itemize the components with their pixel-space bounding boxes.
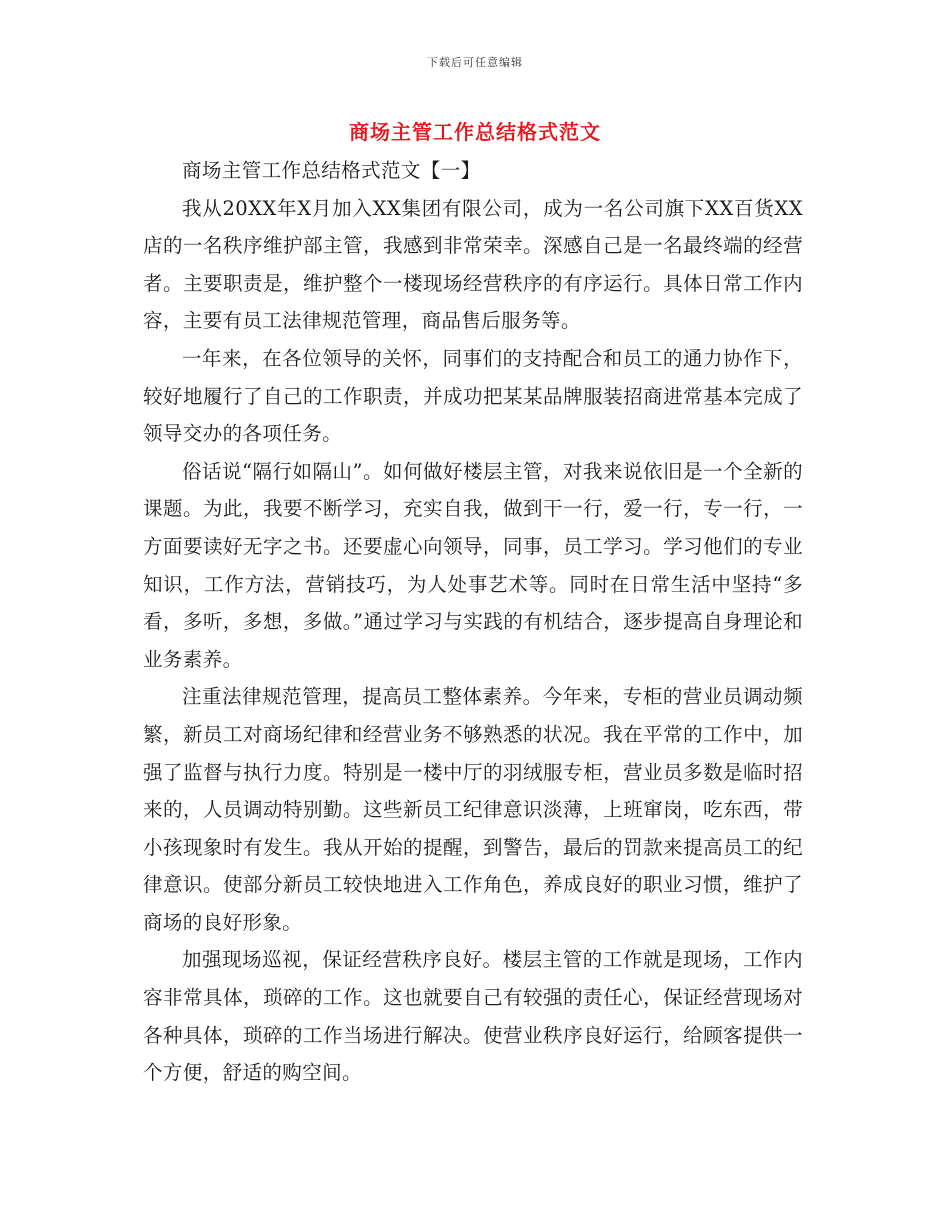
- document-title: 商场主管工作总结格式范文: [349, 120, 601, 144]
- paragraph: 我从20XX年X月加入XX集团有限公司，成为一名公司旗下XX百货XX店的一名秩序维护部主管，我感到非常荣幸。深感自己是一名最终端的经营者。主要职责是，维护整个一楼现场经营秩序的有序运行。具体日常工作内容，主要有员工法律规范管理，商品售后服务等。: [143, 196, 803, 333]
- paragraph: 一年来，在各位领导的关怀，同事们的支持配合和员工的通力协作下，较好地履行了自己的工作职责，并成功把某某品牌服装招商进常基本完成了领导交办的各项任务。: [143, 346, 803, 446]
- paragraph: 加强现场巡视，保证经营秩序良好。楼层主管的工作就是现场，工作内容非常具体，琐碎的工作。这也就要自己有较强的责任心，保证经营现场对各种具体，琐碎的工作当场进行解决。使营业秩序良好运行，给顾客提供一个方便，舒适的购空间。: [143, 948, 803, 1085]
- document-body: [143, 152, 803, 1092]
- header-note: 下载后可任意编辑: [427, 56, 523, 69]
- paragraph: 俗话说“隔行如隔山”。如何做好楼层主管，对我来说依旧是一个全新的课题。为此，我要不断学习，充实自我，做到干一行，爱一行，专一行，一方面要读好无字之书。还要虚心向领导，同事，员工学习。学习他们的专业知识，工作方法，营销技巧，为人处事艺术等。同时在日常生活中坚持“多看，多听，多想，多做。”通过学习与实践的有机结合，逐步提高自身理论和业务素养。: [143, 459, 803, 671]
- section-heading: 商场主管工作总结格式范文【一】: [182, 159, 481, 182]
- paragraph: 注重法律规范管理，提高员工整体素养。今年来，专柜的营业员调动频繁，新员工对商场纪律和经营业务不够熟悉的状况。我在平常的工作中，加强了监督与执行力度。特别是一楼中厅的羽绒服专柜，营业员多数是临时招来的，人员调动特别勤。这些新员工纪律意识淡薄，上班窜岗，吃东西，带小孩现象时有发生。我从开始的提醒，到警告，最后的罚款来提高员工的纪律意识。使部分新员工较快地进入工作角色，养成良好的职业习惯，维护了商场的良好形象。: [143, 685, 803, 934]
